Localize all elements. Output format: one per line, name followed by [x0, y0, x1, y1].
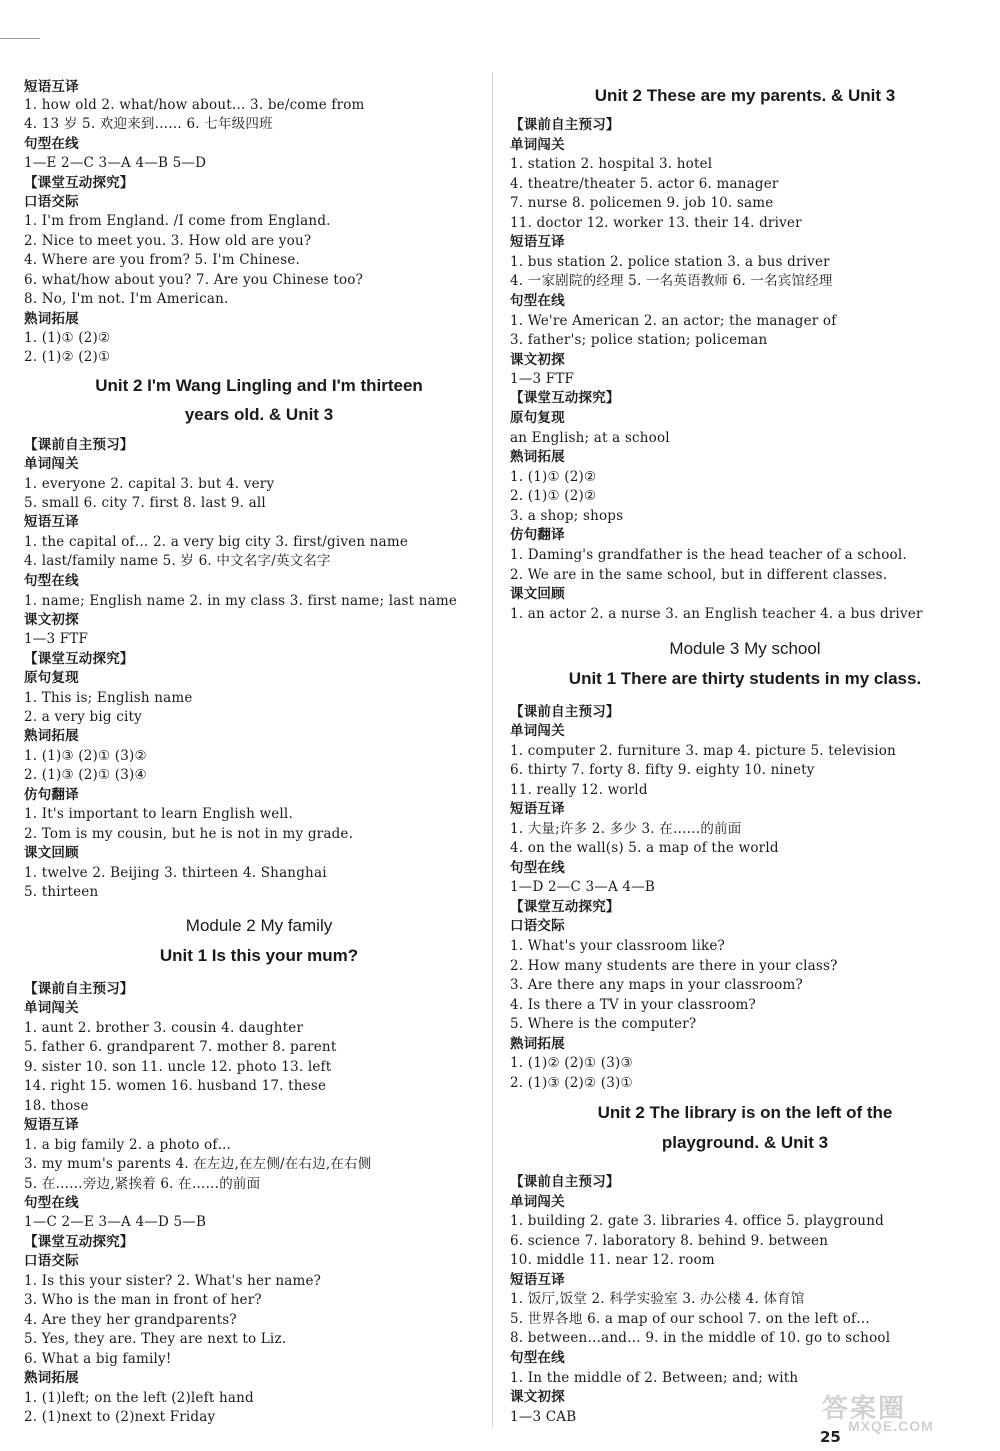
answer-line: 1. aunt 2. brother 3. cousin 4. daughter	[24, 1020, 304, 1036]
answer-line: 5. 世界各地 6. a map of our school 7. on the left of…	[510, 1311, 870, 1327]
subsection-heading: 句型在线	[24, 1195, 79, 1211]
section-heading: 【课前自主预习】	[24, 981, 134, 997]
answer-line: 1. (1)left; on the left (2)left hand	[24, 1390, 254, 1406]
answer-line: 2. (1)① (2)②	[510, 488, 597, 504]
module-title: Module 2 My family	[185, 916, 333, 935]
subsection-heading: 单词闯关	[24, 1000, 79, 1016]
answer-line: 1—E 2—C 3—A 4—B 5—D	[24, 155, 207, 171]
answer-line: 2. (1)③ (2)① (3)④	[24, 767, 147, 783]
answer-line: 1. In the middle of 2. Between; and; with	[510, 1370, 799, 1386]
answer-line: 7. nurse 8. policemen 9. job 10. same	[510, 195, 774, 211]
answer-line: 5. small 6. city 7. first 8. last 9. all	[24, 495, 266, 511]
answer-line: 1. (1)① (2)②	[24, 330, 111, 346]
answer-line: 4. 一家剧院的经理 5. 一名英语教师 6. 一名宾馆经理	[510, 273, 833, 289]
answer-line: 1—3 FTF	[510, 371, 575, 387]
section-heading: 【课前自主预习】	[510, 704, 620, 720]
subsection-heading: 熟词拓展	[24, 728, 79, 744]
page-number: 25	[820, 1428, 841, 1446]
subsection-heading: 单词闯关	[510, 723, 565, 739]
subsection-heading: 短语互译	[510, 1272, 565, 1288]
answer-line: 3. my mum's parents 4. 在左边,在左侧/在右边,在右侧	[24, 1156, 372, 1172]
subsection-heading: 单词闯关	[510, 137, 565, 153]
answer-line: 1. computer 2. furniture 3. map 4. picture 5. television	[510, 743, 896, 759]
answer-line: 1—3 FTF	[24, 631, 89, 647]
answer-line: 1. (1)② (2)① (3)③	[510, 1055, 633, 1071]
subsection-heading: 短语互译	[24, 79, 79, 95]
unit-title: Unit 2 The library is on the left of the	[597, 1103, 893, 1122]
subsection-heading: 熟词拓展	[24, 311, 79, 327]
subsection-heading: 熟词拓展	[24, 1370, 79, 1386]
answer-line: 1. 大量;许多 2. 多少 3. 在……的前面	[510, 821, 742, 837]
answer-line: 1. twelve 2. Beijing 3. thirteen 4. Shanghai	[24, 865, 327, 881]
section-heading: 【课前自主预习】	[510, 117, 620, 133]
answer-line: 3. Are there any maps in your classroom?	[510, 977, 803, 993]
answer-line: 1. a big family 2. a photo of…	[24, 1137, 232, 1153]
answer-line: 2. Tom is my cousin, but he is not in my grade.	[24, 826, 354, 842]
subsection-heading: 课文初探	[510, 352, 565, 368]
unit-title: years old. & Unit 3	[184, 405, 334, 424]
module-title: Module 3 My school	[669, 639, 821, 658]
answer-line: 4. on the wall(s) 5. a map of the world	[510, 840, 779, 856]
subsection-heading: 句型在线	[510, 1350, 565, 1366]
section-heading: 【课堂互动探究】	[24, 651, 134, 667]
answer-line: 1. (1)① (2)②	[510, 469, 597, 485]
answer-line: 1—D 2—C 3—A 4—B	[510, 879, 656, 895]
answer-line: 6. thirty 7. forty 8. fifty 9. eighty 10. ninety	[510, 762, 815, 778]
answer-line: 1. Daming's grandfather is the head teacher of a school.	[510, 547, 907, 563]
answer-line: 8. No, I'm not. I'm American.	[24, 291, 229, 307]
section-heading: 【课堂互动探究】	[24, 175, 134, 191]
subsection-heading: 短语互译	[510, 234, 565, 250]
answer-line: 2. We are in the same school, but in different classes.	[510, 567, 888, 583]
subsection-heading: 原句复现	[24, 670, 79, 686]
unit-title: Unit 2 I'm Wang Lingling and I'm thirteen	[95, 376, 423, 395]
subsection-heading: 课文初探	[24, 612, 79, 628]
answer-line: 5. Yes, they are. They are next to Liz.	[24, 1331, 287, 1347]
subsection-heading: 熟词拓展	[510, 449, 565, 465]
answer-line: 1. everyone 2. capital 3. but 4. very	[24, 476, 275, 492]
answer-line: 3. father's; police station; policeman	[510, 332, 768, 348]
answer-line: 3. Who is the man in front of her?	[24, 1292, 262, 1308]
answer-line: 11. really 12. world	[510, 782, 648, 798]
answer-line: 18. those	[24, 1098, 89, 1114]
answer-line: 4. Are they her grandparents?	[24, 1312, 237, 1328]
answer-line: 6. science 7. laboratory 8. behind 9. between	[510, 1233, 829, 1249]
subsection-heading: 原句复现	[510, 410, 565, 426]
answer-line: 1. It's important to learn English well.	[24, 806, 293, 822]
answer-line: 1. 饭厅,饭堂 2. 科学实验室 3. 办公楼 4. 体育馆	[510, 1291, 805, 1307]
answer-line: 3. a shop; shops	[510, 508, 624, 524]
watermark-logo: 答案圈	[822, 1393, 907, 1423]
subsection-heading: 短语互译	[510, 801, 565, 817]
unit-title: Unit 2 These are my parents. & Unit 3	[594, 86, 896, 105]
watermark-url: MXQE.COM	[848, 1418, 934, 1434]
answer-line: 1. This is; English name	[24, 690, 193, 706]
section-heading: 【课堂互动探究】	[510, 899, 620, 915]
answer-line: 1. Is this your sister? 2. What's her name?	[24, 1273, 322, 1289]
answer-line: 8. between…and… 9. in the middle of 10. go to school	[510, 1330, 891, 1346]
answer-line: 5. father 6. grandparent 7. mother 8. parent	[24, 1039, 337, 1055]
answer-line: 1. I'm from England. /I come from England.	[24, 213, 331, 229]
subsection-heading: 课文回顾	[510, 586, 565, 602]
answer-line: 1. station 2. hospital 3. hotel	[510, 156, 713, 172]
answer-line: 2. (1)③ (2)② (3)①	[510, 1075, 633, 1091]
answer-line: 4. theatre/theater 5. actor 6. manager	[510, 176, 779, 192]
answer-line: 2. How many students are there in your class?	[510, 958, 838, 974]
section-heading: 【课前自主预习】	[24, 437, 134, 453]
subsection-heading: 单词闯关	[510, 1194, 565, 1210]
answer-line: 1—3 CAB	[510, 1409, 577, 1425]
answer-line: 1. We're American 2. an actor; the manager of	[510, 313, 837, 329]
answer-line: 4. last/family name 5. 岁 6. 中文名字/英文名字	[24, 553, 331, 569]
answer-line: 2. (1)next to (2)next Friday	[24, 1409, 216, 1425]
subsection-heading: 句型在线	[24, 573, 79, 589]
answer-line: 4. 13 岁 5. 欢迎来到…… 6. 七年级四班	[24, 116, 273, 132]
subsection-heading: 口语交际	[510, 918, 565, 934]
subsection-heading: 口语交际	[24, 194, 79, 210]
answer-line: 1. What's your classroom like?	[510, 938, 725, 954]
subsection-heading: 课文初探	[510, 1389, 565, 1405]
answer-line: 1. how old 2. what/how about… 3. be/come from	[24, 97, 365, 113]
answer-line: 5. Where is the computer?	[510, 1016, 697, 1032]
subsection-heading: 仿句翻译	[24, 787, 79, 803]
answer-line: an English; at a school	[510, 430, 670, 446]
answer-line: 1. an actor 2. a nurse 3. an English teacher 4. a bus driver	[510, 606, 923, 622]
answer-line: 10. middle 11. near 12. room	[510, 1252, 715, 1268]
answer-line: 4. Is there a TV in your classroom?	[510, 997, 756, 1013]
answer-line: 6. What a big family!	[24, 1351, 172, 1367]
answer-line: 1—C 2—E 3—A 4—D 5—B	[24, 1214, 207, 1230]
answer-line: 1. name; English name 2. in my class 3. first name; last name	[24, 593, 458, 609]
answer-line: 6. what/how about you? 7. Are you Chinese too?	[24, 272, 364, 288]
answer-line: 4. Where are you from? 5. I'm Chinese.	[24, 252, 301, 268]
answer-line: 2. Nice to meet you. 3. How old are you?	[24, 233, 312, 249]
answer-line: 5. 在……旁边,紧挨着 6. 在……的前面	[24, 1176, 261, 1192]
column-divider	[492, 72, 493, 1427]
answer-line: 9. sister 10. son 11. uncle 12. photo 13. left	[24, 1059, 332, 1075]
subsection-heading: 熟词拓展	[510, 1036, 565, 1052]
subsection-heading: 课文回顾	[24, 845, 79, 861]
answer-line: 1. the capital of… 2. a very big city 3. first/given name	[24, 534, 409, 550]
answer-line: 11. doctor 12. worker 13. their 14. driver	[510, 215, 802, 231]
answer-line: 14. right 15. women 16. husband 17. these	[24, 1078, 327, 1094]
subsection-heading: 短语互译	[24, 514, 79, 530]
answer-line: 5. thirteen	[24, 884, 99, 900]
page-footer	[820, 1428, 841, 1446]
unit-title: playground. & Unit 3	[661, 1133, 829, 1152]
subsection-heading: 句型在线	[510, 293, 565, 309]
subsection-heading: 短语互译	[24, 1117, 79, 1133]
answer-line: 1. building 2. gate 3. libraries 4. office 5. playground	[510, 1213, 884, 1229]
subsection-heading: 口语交际	[24, 1253, 79, 1269]
subsection-heading: 单词闯关	[24, 456, 79, 472]
answer-line: 1. bus station 2. police station 3. a bus driver	[510, 254, 830, 270]
unit-title: Unit 1 There are thirty students in my class.	[568, 669, 922, 688]
subsection-heading: 句型在线	[24, 136, 79, 152]
answer-line: 2. (1)② (2)①	[24, 349, 111, 365]
section-heading: 【课堂互动探究】	[24, 1234, 134, 1250]
answer-line: 1. (1)③ (2)① (3)②	[24, 748, 147, 764]
answer-line: 2. a very big city	[24, 709, 142, 725]
subsection-heading: 仿句翻译	[510, 527, 565, 543]
subsection-heading: 句型在线	[510, 860, 565, 876]
section-heading: 【课前自主预习】	[510, 1174, 620, 1190]
unit-title: Unit 1 Is this your mum?	[159, 946, 359, 965]
page-corner-mark	[0, 38, 40, 39]
section-heading: 【课堂互动探究】	[510, 390, 620, 406]
